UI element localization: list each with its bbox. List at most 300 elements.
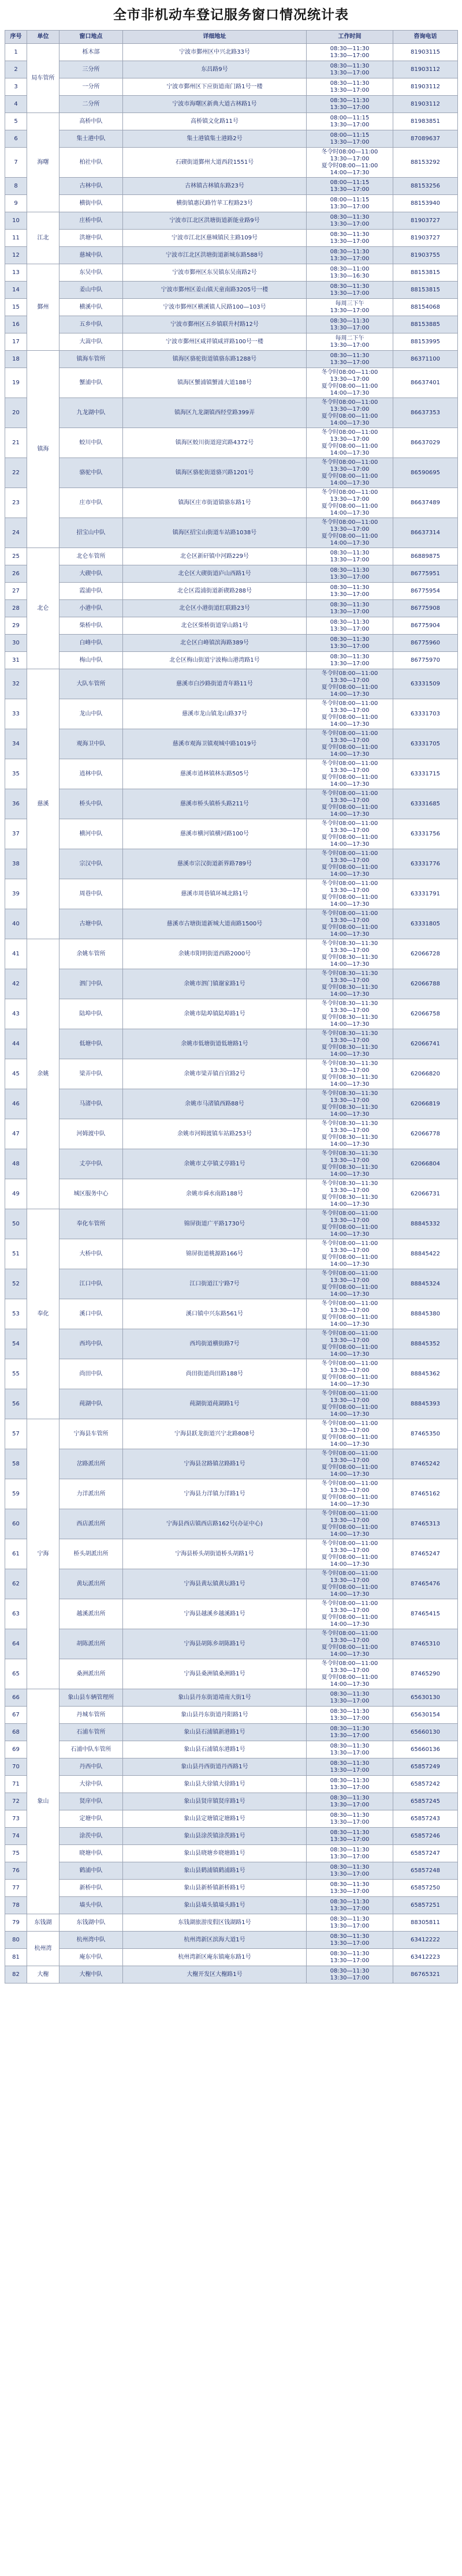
row-time: 冬令时08:00—11:00 13:30—17:00 夏令时08:00—11:00 14:00—17:30 (307, 1449, 393, 1479)
table-row (5, 548, 458, 565)
row-place: 观海卫中队 (59, 729, 123, 759)
row-tel: 62066728 (393, 939, 458, 969)
row-time: 08:30—11:30 13:30—17:00 (307, 635, 393, 652)
row-time: 冬令时08:00—11:00 13:30—17:00 夏令时08:00—11:00 14:00—17:30 (307, 669, 393, 699)
row-tel: 88845422 (393, 1239, 458, 1269)
table-row (5, 113, 458, 130)
row-no: 55 (5, 1359, 27, 1389)
row-address: 余姚市低塘街道低塘路1号 (123, 1029, 307, 1059)
row-no: 15 (5, 299, 27, 316)
row-place: 陆埠中队 (59, 999, 123, 1029)
row-tel: 81903112 (393, 96, 458, 113)
row-no: 17 (5, 333, 27, 351)
row-no: 34 (5, 729, 27, 759)
row-tel: 65660130 (393, 1724, 458, 1741)
row-no: 16 (5, 316, 27, 333)
table-row (5, 909, 458, 939)
row-time: 冬令时08:30—11:30 13:30—17:00 夏令时08:30—11:30 14:00—17:30 (307, 1119, 393, 1149)
row-no: 79 (5, 1914, 27, 1932)
row-no: 81 (5, 1949, 27, 1966)
row-no: 70 (5, 1758, 27, 1776)
table-row (5, 729, 458, 759)
row-time: 冬令时08:00—11:00 13:30—17:00 夏令时08:00—11:00 14:00—17:30 (307, 1389, 393, 1419)
row-place: 岔路派出所 (59, 1449, 123, 1479)
row-place: 集士港中队 (59, 130, 123, 148)
row-no: 58 (5, 1449, 27, 1479)
row-tel: 65857243 (393, 1810, 458, 1828)
row-no: 24 (5, 518, 27, 548)
row-place: 泗门中队 (59, 969, 123, 999)
row-time: 冬令时08:30—11:30 13:30—17:00 夏令时08:30—11:30 14:00—17:30 (307, 1059, 393, 1089)
row-address: 余姚市舜水南路188号 (123, 1179, 307, 1209)
table-row (5, 178, 458, 195)
row-unit: 江北 (27, 212, 59, 264)
table-row (5, 1810, 458, 1828)
row-place: 鹤浦中队 (59, 1862, 123, 1880)
page-title: 全市非机动车登记服务窗口情况统计表 (113, 8, 349, 23)
row-address: 宁海县岔路镇岔路路1号 (123, 1449, 307, 1479)
row-tel: 62066819 (393, 1089, 458, 1119)
row-address: 镇海区九龙湖镇西经堂路399弄 (123, 398, 307, 428)
row-no: 51 (5, 1239, 27, 1269)
row-place: 柏社中队 (59, 148, 123, 178)
table-row (5, 195, 458, 212)
row-time: 08:30—11:30 13:30—17:00 (307, 96, 393, 113)
row-time: 08:30—11:30 13:30—17:00 (307, 351, 393, 368)
table-row (5, 1758, 458, 1776)
table-row (5, 1329, 458, 1359)
row-tel: 88845332 (393, 1209, 458, 1239)
row-time: 08:30—11:30 13:30—17:00 (307, 1741, 393, 1758)
row-no: 53 (5, 1299, 27, 1329)
row-address: 溪口镇中兴东路561号 (123, 1299, 307, 1329)
row-tel: 65857247 (393, 1845, 458, 1862)
table-row (5, 1689, 458, 1707)
row-address: 宁海县桑洲镇桑洲路1号 (123, 1659, 307, 1689)
row-place: 西店派出所 (59, 1509, 123, 1539)
table-row (5, 1599, 458, 1629)
row-address: 余姚市梁弄镇百官路2号 (123, 1059, 307, 1089)
table-row (5, 699, 458, 729)
row-address: 宁海县跃龙街道兴宁北路808号 (123, 1419, 307, 1449)
table-row (5, 652, 458, 669)
row-time: 冬令时08:00—11:00 13:30—17:00 夏令时08:00—11:00 14:00—17:30 (307, 729, 393, 759)
row-address: 象山县贤庠镇贤庠路1号 (123, 1793, 307, 1810)
row-no: 11 (5, 230, 27, 247)
row-no: 59 (5, 1479, 27, 1509)
row-time: 08:30—11:30 13:30—17:00 (307, 1758, 393, 1776)
row-tel: 86775970 (393, 652, 458, 669)
row-tel: 87465290 (393, 1659, 458, 1689)
row-address: 北仑区新矸镇中河路229号 (123, 548, 307, 565)
row-address: 锦屏街道广平路1730号 (123, 1209, 307, 1239)
row-address: 象山县大徐镇大徐路1号 (123, 1776, 307, 1793)
row-address: 石碶街道鄞州大道西段1551号 (123, 148, 307, 178)
row-time: 08:30—11:30 13:30—17:00 (307, 1966, 393, 1983)
row-place: 古林中队 (59, 178, 123, 195)
row-address: 余姚市河姆渡镇车站路253号 (123, 1119, 307, 1149)
row-tel: 88153256 (393, 178, 458, 195)
row-tel: 87465476 (393, 1569, 458, 1599)
row-tel: 63412223 (393, 1949, 458, 1966)
row-no: 82 (5, 1966, 27, 1983)
row-no: 41 (5, 939, 27, 969)
table-row (5, 1724, 458, 1741)
row-place: 马渚中队 (59, 1089, 123, 1119)
row-place: 大嵩中队 (59, 333, 123, 351)
table-row (5, 1059, 458, 1089)
row-tel: 63331703 (393, 699, 458, 729)
row-place: 石浦中队车管所 (59, 1741, 123, 1758)
row-place: 东吴中队 (59, 264, 123, 282)
row-time: 08:00—11:15 13:30—17:00 (307, 195, 393, 212)
table-row (5, 1269, 458, 1299)
row-tel: 88153815 (393, 264, 458, 282)
row-time: 08:00—11:15 13:30—17:00 (307, 113, 393, 130)
row-no: 75 (5, 1845, 27, 1862)
row-place: 庄市中队 (59, 488, 123, 518)
row-tel: 86371100 (393, 351, 458, 368)
row-time: 冬令时08:00—11:00 13:30—17:00 夏令时08:00—11:00 14:00—17:30 (307, 819, 393, 849)
table-row (5, 849, 458, 879)
row-tel: 63412222 (393, 1932, 458, 1949)
row-no: 6 (5, 130, 27, 148)
row-tel: 62066731 (393, 1179, 458, 1209)
row-address: 慈溪市周巷镇环城北路1号 (123, 879, 307, 909)
row-no: 29 (5, 617, 27, 635)
row-time: 冬令时08:00—11:00 13:30—17:00 夏令时08:00—11:00 14:00—17:30 (307, 1299, 393, 1329)
row-place: 大桥中队 (59, 1239, 123, 1269)
row-tel: 88153995 (393, 333, 458, 351)
row-time: 08:30—11:30 13:30—17:00 (307, 1810, 393, 1828)
row-no: 28 (5, 600, 27, 617)
row-address: 北仑区小港街道红联路23号 (123, 600, 307, 617)
row-time: 08:30—11:30 13:30—17:00 (307, 1880, 393, 1897)
row-tel: 62066758 (393, 999, 458, 1029)
row-time: 冬令时08:00—11:00 13:30—17:00 夏令时08:00—11:00 14:00—17:30 (307, 1599, 393, 1629)
row-time: 08:30—11:30 13:30—17:00 (307, 316, 393, 333)
row-time: 冬令时08:00—11:00 13:30—17:00 夏令时08:00—11:00 14:00—17:30 (307, 488, 393, 518)
row-address: 象山县丹东街道靖南大街1号 (123, 1689, 307, 1707)
row-time: 08:00—11:15 13:30—17:00 (307, 178, 393, 195)
table-row (5, 488, 458, 518)
row-address: 宁波市鄞州区咸祥镇咸祥路100号一楼 (123, 333, 307, 351)
row-time: 08:30—11:30 13:30—17:00 (307, 600, 393, 617)
row-no: 44 (5, 1029, 27, 1059)
row-address: 宁波市鄞州区五乡镇联升村路12号 (123, 316, 307, 333)
row-address: 镇海区招宝山街道车站路1038号 (123, 518, 307, 548)
row-no: 68 (5, 1724, 27, 1741)
row-place: 桥头胡派出所 (59, 1539, 123, 1569)
row-time: 冬令时08:00—11:00 13:30—17:00 夏令时08:00—11:00 14:00—17:30 (307, 148, 393, 178)
row-place: 大徐中队 (59, 1776, 123, 1793)
row-time: 每周三下午 13:30—17:00 (307, 299, 393, 316)
row-no: 78 (5, 1897, 27, 1914)
row-tel: 65857248 (393, 1862, 458, 1880)
table-row (5, 316, 458, 333)
row-time: 08:30—11:30 13:30—17:00 (307, 61, 393, 78)
row-place: 姜山中队 (59, 282, 123, 299)
row-tel: 88305811 (393, 1914, 458, 1932)
row-place: 大队车管所 (59, 669, 123, 699)
row-address: 余姚市陆埠镇陆埠路1号 (123, 999, 307, 1029)
row-tel: 81903115 (393, 44, 458, 61)
row-unit: 镇海 (27, 351, 59, 548)
row-tel: 81903112 (393, 78, 458, 96)
row-tel: 88845393 (393, 1389, 458, 1419)
table-row (5, 1299, 458, 1329)
table-row (5, 617, 458, 635)
row-tel: 87465350 (393, 1419, 458, 1449)
row-unit: 余姚 (27, 939, 59, 1209)
row-place: 丹城车管所 (59, 1707, 123, 1724)
row-tel: 86775904 (393, 617, 458, 635)
row-time: 冬令时08:00—11:00 13:30—17:00 夏令时08:00—11:00 14:00—17:30 (307, 1479, 393, 1509)
row-place: 低塘中队 (59, 1029, 123, 1059)
row-address: 象山县晓塘乡晓塘路1号 (123, 1845, 307, 1862)
row-place: 奉化车管所 (59, 1209, 123, 1239)
row-address: 宁波市鄞州区东吴镇东吴南路2号 (123, 264, 307, 282)
row-time: 08:30—11:30 13:30—17:00 (307, 583, 393, 600)
row-address: 镇海区蛟川街道迎宾路4372号 (123, 428, 307, 458)
row-unit: 象山 (27, 1689, 59, 1914)
row-place: 墙头中队 (59, 1897, 123, 1914)
row-no: 22 (5, 458, 27, 488)
row-no: 56 (5, 1389, 27, 1419)
row-place: 象山县车辆管理所 (59, 1689, 123, 1707)
row-no: 60 (5, 1509, 27, 1539)
row-tel: 88154068 (393, 299, 458, 316)
row-address: 杭州湾新区滨海大道1号 (123, 1932, 307, 1949)
row-no: 14 (5, 282, 27, 299)
row-no: 1 (5, 44, 27, 61)
row-address: 慈溪市横河镇横河路100号 (123, 819, 307, 849)
row-address: 慈溪市白沙路街道青年路11号 (123, 669, 307, 699)
row-time: 冬令时08:00—11:00 13:30—17:00 夏令时08:00—11:00 14:00—17:30 (307, 428, 393, 458)
row-place: 龙山中队 (59, 699, 123, 729)
table-row (5, 1389, 458, 1419)
row-time: 冬令时08:30—11:30 13:30—17:00 夏令时08:30—11:30 14:00—17:30 (307, 1089, 393, 1119)
header-time: 工作时间 (307, 31, 393, 44)
row-unit: 慈溪 (27, 669, 59, 939)
row-no: 21 (5, 428, 27, 458)
row-tel: 63331509 (393, 669, 458, 699)
row-address: 杭州湾新区庵东镇庵东路1号 (123, 1949, 307, 1966)
row-tel: 86637029 (393, 428, 458, 458)
row-unit: 大榭 (27, 1966, 59, 1983)
row-time: 冬令时08:00—11:00 13:30—17:00 夏令时08:00—11:00 14:00—17:30 (307, 1209, 393, 1239)
row-tel: 63331756 (393, 819, 458, 849)
row-time: 08:30—11:30 13:30—17:00 (307, 1914, 393, 1932)
row-tel: 63331805 (393, 909, 458, 939)
row-time: 08:30—11:30 13:30—17:00 (307, 565, 393, 583)
row-tel: 86775954 (393, 583, 458, 600)
row-place: 力洋派出所 (59, 1479, 123, 1509)
table-row (5, 428, 458, 458)
table-row (5, 96, 458, 113)
table-row (5, 969, 458, 999)
table-row (5, 1793, 458, 1810)
table-row (5, 1776, 458, 1793)
row-tel: 63331685 (393, 789, 458, 819)
row-time: 冬令时08:00—11:00 13:30—17:00 夏令时08:00—11:00 14:00—17:30 (307, 458, 393, 488)
row-time: 冬令时08:00—11:00 13:30—17:00 夏令时08:00—11:00 14:00—17:30 (307, 368, 393, 398)
table-row (5, 1359, 458, 1389)
row-time: 08:30—11:30 13:30—17:00 (307, 1862, 393, 1880)
row-no: 23 (5, 488, 27, 518)
row-tel: 65857251 (393, 1897, 458, 1914)
table-row (5, 1914, 458, 1932)
row-place: 三分所 (59, 61, 123, 78)
row-place: 尚田中队 (59, 1359, 123, 1389)
row-tel: 87465415 (393, 1599, 458, 1629)
row-no: 27 (5, 583, 27, 600)
row-no: 49 (5, 1179, 27, 1209)
row-place: 东钱湖中队 (59, 1914, 123, 1932)
row-time: 冬令时08:00—11:00 13:30—17:00 夏令时08:00—11:00 14:00—17:30 (307, 398, 393, 428)
row-unit: 奉化 (27, 1209, 59, 1419)
row-place: 招宝山中队 (59, 518, 123, 548)
row-tel: 63331715 (393, 759, 458, 789)
row-place: 宁海县车管所 (59, 1419, 123, 1449)
table-row (5, 282, 458, 299)
row-time: 冬令时08:30—11:30 13:30—17:00 夏令时08:30—11:30 14:00—17:30 (307, 969, 393, 999)
row-no: 72 (5, 1793, 27, 1810)
row-place: 霞浦中队 (59, 583, 123, 600)
row-address: 镇海区蟹浦镇蟹浦大道188号 (123, 368, 307, 398)
row-tel: 81903755 (393, 247, 458, 264)
table-row (5, 1239, 458, 1269)
table-row (5, 130, 458, 148)
row-no: 19 (5, 368, 27, 398)
row-time: 08:30—11:30 13:30—17:00 (307, 1793, 393, 1810)
row-tel: 87089637 (393, 130, 458, 148)
row-address: 尚田街道尚田路188号 (123, 1359, 307, 1389)
row-place: 二分所 (59, 96, 123, 113)
row-place: 横街中队 (59, 195, 123, 212)
row-place: 镇海车管所 (59, 351, 123, 368)
table-row (5, 299, 458, 316)
table-header-row (5, 31, 458, 44)
row-time: 08:00—11:15 13:30—17:00 (307, 130, 393, 148)
row-time: 冬令时08:00—11:00 13:30—17:00 夏令时08:00—11:00 14:00—17:30 (307, 849, 393, 879)
table-row (5, 600, 458, 617)
row-time: 08:30—11:30 13:30—17:00 (307, 1707, 393, 1724)
row-address: 宁海县胡陈乡胡陈路1号 (123, 1629, 307, 1659)
row-time: 08:30—11:30 13:30—17:00 (307, 230, 393, 247)
row-no: 47 (5, 1119, 27, 1149)
row-no: 36 (5, 789, 27, 819)
row-time: 冬令时08:00—11:00 13:30—17:00 夏令时08:00—11:00 14:00—17:30 (307, 1359, 393, 1389)
row-time: 冬令时08:00—11:00 13:30—17:00 夏令时08:00—11:00 14:00—17:30 (307, 789, 393, 819)
row-tel: 87465310 (393, 1629, 458, 1659)
table-row (5, 999, 458, 1029)
row-address: 宁波市鄞州区姜山镇天童南路3205号一楼 (123, 282, 307, 299)
row-place: 周巷中队 (59, 879, 123, 909)
row-place: 丈亭中队 (59, 1149, 123, 1179)
row-address: 象山县墙头镇墙头路1号 (123, 1897, 307, 1914)
row-place: 河姆渡中队 (59, 1119, 123, 1149)
table-row (5, 1089, 458, 1119)
row-place: 涂茨中队 (59, 1828, 123, 1845)
row-address: 北仑区柴桥街道穿山路1号 (123, 617, 307, 635)
row-no: 12 (5, 247, 27, 264)
row-address: 宁波市江北区洪塘街道新能业路9号 (123, 212, 307, 230)
table-row (5, 1828, 458, 1845)
row-time: 冬令时08:00—11:00 13:30—17:00 夏令时08:00—11:00 14:00—17:30 (307, 1269, 393, 1299)
row-address: 慈溪市桥头镇桥头路211号 (123, 789, 307, 819)
row-tel: 86590695 (393, 458, 458, 488)
row-time: 08:30—11:30 13:30—17:00 (307, 617, 393, 635)
row-place: 小港中队 (59, 600, 123, 617)
row-no: 66 (5, 1689, 27, 1707)
row-time: 冬令时08:00—11:00 13:30—17:00 夏令时08:00—11:00 14:00—17:30 (307, 909, 393, 939)
row-time: 08:30—11:00 13:30—16:30 (307, 264, 393, 282)
row-time: 08:30—11:30 13:30—17:00 (307, 652, 393, 669)
row-place: 慈城中队 (59, 247, 123, 264)
row-time: 08:30—11:30 13:30—17:00 (307, 1897, 393, 1914)
table-row (5, 1029, 458, 1059)
row-address: 集士港镇集士港路2号 (123, 130, 307, 148)
header-tel: 咨询电话 (393, 31, 458, 44)
row-tel: 65857250 (393, 1880, 458, 1897)
row-no: 65 (5, 1659, 27, 1689)
row-no: 61 (5, 1539, 27, 1569)
row-unit: 杭州湾 (27, 1932, 59, 1966)
row-time: 冬令时08:00—11:00 13:30—17:00 夏令时08:00—11:00 14:00—17:30 (307, 879, 393, 909)
row-unit: 鄞州 (27, 264, 59, 351)
table-row (5, 1149, 458, 1179)
row-address: 西坞街道横街路7号 (123, 1329, 307, 1359)
row-tel: 65857245 (393, 1793, 458, 1810)
table-row (5, 635, 458, 652)
row-address: 宁海县越溪乡越溪路1号 (123, 1599, 307, 1629)
row-no: 20 (5, 398, 27, 428)
row-place: 古塘中队 (59, 909, 123, 939)
row-no: 35 (5, 759, 27, 789)
row-no: 30 (5, 635, 27, 652)
row-tel: 65630154 (393, 1707, 458, 1724)
row-tel: 86637353 (393, 398, 458, 428)
row-tel: 65857249 (393, 1758, 458, 1776)
table-row (5, 398, 458, 428)
row-tel: 63331776 (393, 849, 458, 879)
row-address: 北仑区梅山街道宁波梅山港湾路1号 (123, 652, 307, 669)
row-place: 桥头中队 (59, 789, 123, 819)
row-time: 08:30—11:30 13:30—17:00 (307, 1932, 393, 1949)
row-time: 08:30—11:30 13:30—17:00 (307, 548, 393, 565)
row-no: 80 (5, 1932, 27, 1949)
row-no: 31 (5, 652, 27, 669)
row-tel: 87465242 (393, 1449, 458, 1479)
row-address: 慈溪市宗汉街道新界路789号 (123, 849, 307, 879)
row-address: 宁海县桥头胡街道桥头胡路1号 (123, 1539, 307, 1569)
row-place: 越溪派出所 (59, 1599, 123, 1629)
table-row (5, 1862, 458, 1880)
row-place: 新桥中队 (59, 1880, 123, 1897)
table-row (5, 1659, 458, 1689)
row-no: 63 (5, 1599, 27, 1629)
table-row (5, 368, 458, 398)
row-no: 2 (5, 61, 27, 78)
table-row (5, 351, 458, 368)
table-row (5, 583, 458, 600)
row-time: 冬令时08:30—11:30 13:30—17:00 夏令时08:30—11:30 14:00—17:30 (307, 1029, 393, 1059)
row-no: 38 (5, 849, 27, 879)
table-row (5, 1509, 458, 1539)
table-row (5, 44, 458, 61)
row-tel: 81903727 (393, 212, 458, 230)
